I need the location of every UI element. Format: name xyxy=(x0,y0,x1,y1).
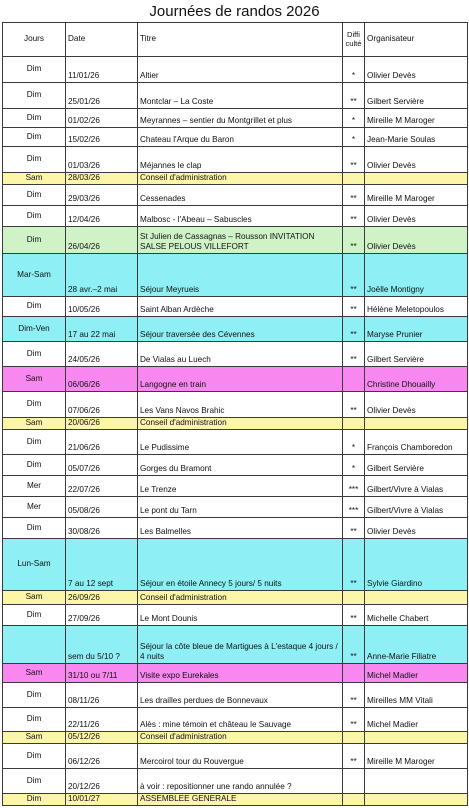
day-cell: Sam xyxy=(3,664,66,683)
difficulty-cell: ** xyxy=(343,254,365,297)
table-row xyxy=(3,83,468,109)
date-cell: 27/09/26 xyxy=(66,605,138,626)
day-cell: Dim xyxy=(3,430,66,455)
difficulty-cell: ** xyxy=(343,297,365,317)
title-cell: à voir : repositionner une rando annulée ? xyxy=(138,769,343,794)
difficulty-cell: ** xyxy=(343,317,365,342)
date-cell: 22/11/26 xyxy=(66,708,138,732)
organizer-cell: Hélène Meletopoulos xyxy=(365,297,468,317)
difficulty-cell: ** xyxy=(343,518,365,539)
date-cell: 05/08/26 xyxy=(66,497,138,518)
title-cell: Séjour traversée des Cévennes xyxy=(138,317,343,342)
title-cell: Langogne en train xyxy=(138,367,343,392)
table-row xyxy=(3,605,468,626)
organizer-cell: Michel Madier xyxy=(365,708,468,732)
day-cell: Dim xyxy=(3,392,66,418)
date-cell: 22/07/26 xyxy=(66,476,138,497)
difficulty-cell: ** xyxy=(343,539,365,591)
date-cell: 05/12/26 xyxy=(66,732,138,744)
table-row xyxy=(3,297,468,317)
title-cell: St Julien de Cassagnas – Rousson INVITATION SALSE PELOUS VILLEFORT xyxy=(138,227,343,254)
table-row xyxy=(3,185,468,206)
day-cell: Sam xyxy=(3,173,66,185)
table-row xyxy=(3,539,468,591)
date-cell: 01/03/26 xyxy=(66,147,138,173)
date-cell: 29/03/26 xyxy=(66,185,138,206)
title-cell: Le Mont Dounis xyxy=(138,605,343,626)
title-cell: Malbosc - l'Abeau – Sabuscles xyxy=(138,206,343,227)
table-body xyxy=(3,57,468,806)
table-row xyxy=(3,206,468,227)
table-row xyxy=(3,57,468,83)
date-cell: 30/08/26 xyxy=(66,518,138,539)
date-cell: 26/04/26 xyxy=(66,227,138,254)
day-cell: Dim xyxy=(3,83,66,109)
organizer-cell xyxy=(365,794,468,806)
organizer-cell xyxy=(365,732,468,744)
title-cell: Gorges du Bramont xyxy=(138,455,343,476)
date-cell: 7 au 12 sept xyxy=(66,539,138,591)
organizer-cell xyxy=(365,418,468,430)
organizer-cell: Olivier Devès xyxy=(365,518,468,539)
date-cell: sem du 5/10 ? xyxy=(66,626,138,664)
organizer-cell: Mireille M Maroger xyxy=(365,185,468,206)
date-cell: 26/09/26 xyxy=(66,591,138,605)
title-cell: Alès : mine témoin et château le Sauvage xyxy=(138,708,343,732)
header-title: Titre xyxy=(138,23,343,57)
table-row xyxy=(3,430,468,455)
difficulty-cell xyxy=(343,769,365,794)
table-row xyxy=(3,109,468,128)
day-cell: Dim xyxy=(3,455,66,476)
day-cell: Dim xyxy=(3,518,66,539)
title-cell: Mercoirol tour du Rouvergue xyxy=(138,744,343,769)
title-cell: Séjour Meyrueis xyxy=(138,254,343,297)
difficulty-cell: ** xyxy=(343,83,365,109)
day-cell: Sam xyxy=(3,732,66,744)
day-cell: Dim xyxy=(3,128,66,147)
difficulty-cell: *** xyxy=(343,476,365,497)
day-cell: Dim xyxy=(3,57,66,83)
title-cell: ASSEMBLEE GENERALE xyxy=(138,794,343,806)
table-row xyxy=(3,128,468,147)
difficulty-cell: ** xyxy=(343,708,365,732)
organizer-cell: Olivier Devès xyxy=(365,57,468,83)
difficulty-cell xyxy=(343,418,365,430)
day-cell: Dim xyxy=(3,227,66,254)
day-cell xyxy=(3,626,66,664)
title-cell: Montclar – La Coste xyxy=(138,83,343,109)
title-cell: Meyrannes – sentier du Montgrillet et plus xyxy=(138,109,343,128)
organizer-cell: Gilbert/Vivre à Vialas xyxy=(365,497,468,518)
title-cell: Séjour la côte bleue de Martigues à L'estaque 4 jours / 4 nuits xyxy=(138,626,343,664)
table-row xyxy=(3,744,468,769)
title-cell: De Vialas au Luech xyxy=(138,342,343,367)
hikes-table xyxy=(2,22,468,806)
difficulty-cell: * xyxy=(343,128,365,147)
table-row xyxy=(3,342,468,367)
date-cell: 05/07/26 xyxy=(66,455,138,476)
difficulty-cell: ** xyxy=(343,605,365,626)
table-row xyxy=(3,518,468,539)
title-cell: Séjour en étoile Annecy 5 jours/ 5 nuits xyxy=(138,539,343,591)
title-cell: Les Balmelles xyxy=(138,518,343,539)
organizer-cell: Olivier Devès xyxy=(365,227,468,254)
difficulty-cell: * xyxy=(343,430,365,455)
day-cell: Dim xyxy=(3,206,66,227)
date-cell: 01/02/26 xyxy=(66,109,138,128)
document-title: Journées de randos 2026 xyxy=(149,3,320,20)
difficulty-cell: ** xyxy=(343,744,365,769)
day-cell: Sam xyxy=(3,367,66,392)
organizer-cell: Joëlle Montigny xyxy=(365,254,468,297)
organizer-cell: Mireille M Maroger xyxy=(365,744,468,769)
day-cell: Mer xyxy=(3,476,66,497)
date-cell: 21/06/26 xyxy=(66,430,138,455)
difficulty-cell: ** xyxy=(343,227,365,254)
date-cell: 20/06/26 xyxy=(66,418,138,430)
date-cell: 31/10 ou 7/11 xyxy=(66,664,138,683)
date-cell: 24/05/26 xyxy=(66,342,138,367)
title-cell: Les Vans Navos Brahic xyxy=(138,392,343,418)
table-row xyxy=(3,664,468,683)
title-cell: Saint Alban Ardèche xyxy=(138,297,343,317)
organizer-cell: Jean-Marie Soulas xyxy=(365,128,468,147)
day-cell: Dim-Ven xyxy=(3,317,66,342)
table-row xyxy=(3,708,468,732)
title-cell: Cessenades xyxy=(138,185,343,206)
day-cell: Sam xyxy=(3,591,66,605)
date-cell: 11/01/26 xyxy=(66,57,138,83)
table-row xyxy=(3,591,468,605)
organizer-cell xyxy=(365,173,468,185)
organizer-cell: Anne-Marie Filiatre xyxy=(365,626,468,664)
difficulty-cell: ** xyxy=(343,683,365,708)
difficulty-cell xyxy=(343,794,365,806)
day-cell: Lun-Sam xyxy=(3,539,66,591)
table-row xyxy=(3,392,468,418)
date-cell: 08/11/26 xyxy=(66,683,138,708)
table-row xyxy=(3,418,468,430)
difficulty-cell xyxy=(343,173,365,185)
table-row xyxy=(3,367,468,392)
day-cell: Dim xyxy=(3,342,66,367)
day-cell: Dim xyxy=(3,744,66,769)
organizer-cell: Gilbert Servière xyxy=(365,455,468,476)
date-cell: 12/04/26 xyxy=(66,206,138,227)
difficulty-cell: * xyxy=(343,109,365,128)
difficulty-cell xyxy=(343,367,365,392)
difficulty-cell xyxy=(343,664,365,683)
day-cell: Sam xyxy=(3,418,66,430)
table-row xyxy=(3,794,468,806)
day-cell: Dim xyxy=(3,683,66,708)
title-cell: Méjannes le clap xyxy=(138,147,343,173)
day-cell: Dim xyxy=(3,109,66,128)
organizer-cell xyxy=(365,591,468,605)
day-cell: Mer xyxy=(3,497,66,518)
table-row xyxy=(3,173,468,185)
organizer-cell: Gilbert/Vivre à Vialas xyxy=(365,476,468,497)
title-cell: Conseil d'administration xyxy=(138,732,343,744)
table-row xyxy=(3,227,468,254)
table-row xyxy=(3,769,468,794)
difficulty-cell: ** xyxy=(343,185,365,206)
date-cell: 28/03/26 xyxy=(66,173,138,185)
organizer-cell: Olivier Devès xyxy=(365,206,468,227)
header-day: Jours xyxy=(3,23,66,57)
organizer-cell: François Chamboredon xyxy=(365,430,468,455)
title-cell: Conseil d'administration xyxy=(138,173,343,185)
title-cell: Le pont du Tarn xyxy=(138,497,343,518)
table-row xyxy=(3,683,468,708)
table-row xyxy=(3,455,468,476)
difficulty-cell: *** xyxy=(343,497,365,518)
organizer-cell: Sylvie Giardino xyxy=(365,539,468,591)
table-row xyxy=(3,317,468,342)
organizer-cell: Gilbert Servière xyxy=(365,342,468,367)
organizer-cell: Michelle Chabert xyxy=(365,605,468,626)
date-cell: 06/12/26 xyxy=(66,744,138,769)
header-organizer: Organisateur xyxy=(365,23,468,57)
table-header-row xyxy=(3,23,468,57)
day-cell: Dim xyxy=(3,605,66,626)
date-cell: 28 avr.–2 mai xyxy=(66,254,138,297)
day-cell: Dim xyxy=(3,185,66,206)
title-cell: Altier xyxy=(138,57,343,83)
date-cell: 06/06/26 xyxy=(66,367,138,392)
organizer-cell: Christine Dhouailly xyxy=(365,367,468,392)
date-cell: 10/05/26 xyxy=(66,297,138,317)
day-cell: Dim xyxy=(3,147,66,173)
difficulty-cell: ** xyxy=(343,342,365,367)
difficulty-cell: ** xyxy=(343,206,365,227)
table-row xyxy=(3,254,468,297)
table-row xyxy=(3,147,468,173)
day-cell: Dim xyxy=(3,794,66,806)
organizer-cell: Olivier Devès xyxy=(365,147,468,173)
title-cell: Chateau l'Arque du Baron xyxy=(138,128,343,147)
day-cell: Dim xyxy=(3,708,66,732)
date-cell: 15/02/26 xyxy=(66,128,138,147)
difficulty-cell xyxy=(343,591,365,605)
difficulty-cell: ** xyxy=(343,392,365,418)
title-cell: Visite expo Eurekales xyxy=(138,664,343,683)
difficulty-cell: ** xyxy=(343,626,365,664)
day-cell: Mar-Sam xyxy=(3,254,66,297)
day-cell: Dim xyxy=(3,769,66,794)
organizer-cell: Mireille M Maroger xyxy=(365,109,468,128)
organizer-cell xyxy=(365,769,468,794)
title-cell: Les drailles perdues de Bonnevaux xyxy=(138,683,343,708)
table-row xyxy=(3,732,468,744)
day-cell: Dim xyxy=(3,297,66,317)
date-cell: 10/01/27 xyxy=(66,794,138,806)
title-cell: Le Trenze xyxy=(138,476,343,497)
organizer-cell: Mireilles MM Vitali xyxy=(365,683,468,708)
table-row xyxy=(3,626,468,664)
date-cell: 07/06/26 xyxy=(66,392,138,418)
organizer-cell: Michel Madier xyxy=(365,664,468,683)
table-row xyxy=(3,497,468,518)
title-cell: Le Pudissime xyxy=(138,430,343,455)
organizer-cell: Gilbert Servière xyxy=(365,83,468,109)
organizer-cell: Maryse Prunier xyxy=(365,317,468,342)
date-cell: 20/12/26 xyxy=(66,769,138,794)
difficulty-cell: ** xyxy=(343,147,365,173)
organizer-cell: Olivier Devès xyxy=(365,392,468,418)
date-cell: 17 au 22 mai xyxy=(66,317,138,342)
difficulty-cell: * xyxy=(343,57,365,83)
difficulty-cell: * xyxy=(343,455,365,476)
date-cell: 25/01/26 xyxy=(66,83,138,109)
difficulty-cell xyxy=(343,732,365,744)
table-row xyxy=(3,476,468,497)
title-cell: Conseil d'administration xyxy=(138,591,343,605)
header-difficulty: Diffi culté xyxy=(343,23,365,57)
header-date: Date xyxy=(66,23,138,57)
title-cell: Conseil d'administration xyxy=(138,418,343,430)
